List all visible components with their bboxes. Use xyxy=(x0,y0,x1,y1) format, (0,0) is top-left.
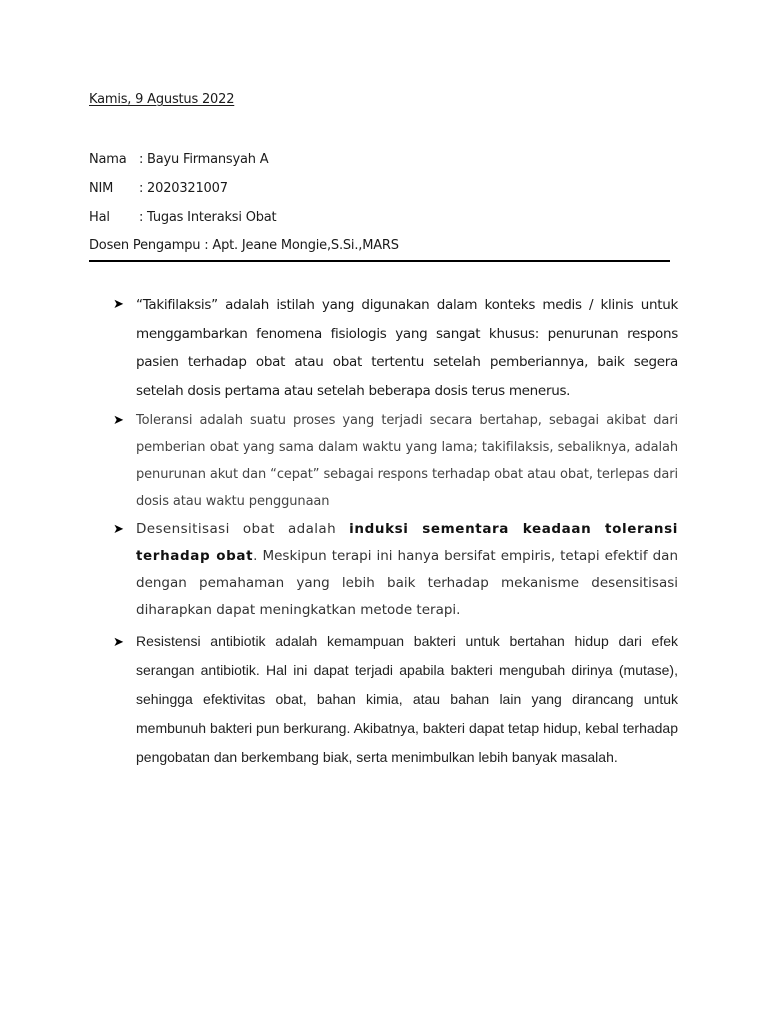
info-row-dosen xyxy=(89,238,399,253)
list-item-text: “Takifilaksis” adalah istilah yang digunakan dalam konteks medis / klinis untuk menggambarkan fenomena fisiologis yang sangat khusus: penurunan respons pasien terhadap obat atau obat tertentu setelah pemberiannya, baik segera setelah dosis pertama atau setelah beberapa dosis terus menerus. xyxy=(136,297,678,399)
list-item-text-rest: . Meskipun terapi ini hanya bersifat empiris, tetapi efektif dan dengan pemahaman yang lebih baik terhadap mekanisme desensitisasi diharapkan dapat meningkatkan metode terapi. xyxy=(136,548,678,618)
arrow-bullet-icon: ➤ xyxy=(113,413,124,428)
list-item-resistensi xyxy=(113,627,678,772)
info-label-nama: Nama xyxy=(89,152,127,167)
list-item-text: Resistensi antibiotik adalah kemampuan bakteri untuk bertahan hidup dari efek serangan antibiotik. Hal ini dapat terjadi apabila bakteri mengubah dirinya (mutase), sehingga efektivitas obat, bahan kimia, atau bahan lain yang dirancang untuk membunuh bakteri pun berkurang. Akibatnya, bakteri dapat tetap hidup, kebal terhadap pengobatan dan berkembang biak, serta menimbulkan lebih banyak masalah. xyxy=(136,633,678,765)
list-item-desensitisasi xyxy=(113,516,678,624)
arrow-bullet-icon: ➤ xyxy=(113,522,124,537)
info-value-nim: : 2020321007 xyxy=(138,181,228,196)
info-label-dosen: Dosen Pengampu xyxy=(89,238,201,253)
info-value-hal: : Tugas Interaksi Obat xyxy=(138,210,277,225)
arrow-bullet-icon: ➤ xyxy=(113,297,124,312)
list-item-toleransi xyxy=(113,407,678,515)
arrow-bullet-icon: ➤ xyxy=(113,634,124,649)
info-value-dosen: : Apt. Jeane Mongie,S.Si.,MARS xyxy=(204,238,399,253)
list-item-text-bold: induksi sementara keadaan toleransi terhadap obat xyxy=(136,521,678,564)
header-divider xyxy=(89,260,670,262)
info-label-hal: Hal xyxy=(89,210,110,225)
info-row-hal xyxy=(89,210,276,225)
list-item-takifilaksis xyxy=(113,291,678,405)
document-date: Kamis, 9 Agustus 2022 xyxy=(89,92,235,107)
info-value-nama: : Bayu Firmansyah A xyxy=(138,152,269,167)
info-row-nim xyxy=(89,181,228,196)
list-item-text: Toleransi adalah suatu proses yang terjadi secara bertahap, sebagai akibat dari pemberian obat yang sama dalam waktu yang lama; takifilaksis, sebaliknya, adalah penurunan akut dan “cepat” sebagai respons terhadap obat atau obat, terlepas dari dosis atau waktu penggunaan xyxy=(136,413,678,509)
list-item-text-lead: Desensitisasi obat adalah xyxy=(136,521,350,537)
info-label-nim: NIM xyxy=(89,181,114,196)
bullet-list xyxy=(113,291,678,772)
info-row-nama xyxy=(89,152,268,167)
